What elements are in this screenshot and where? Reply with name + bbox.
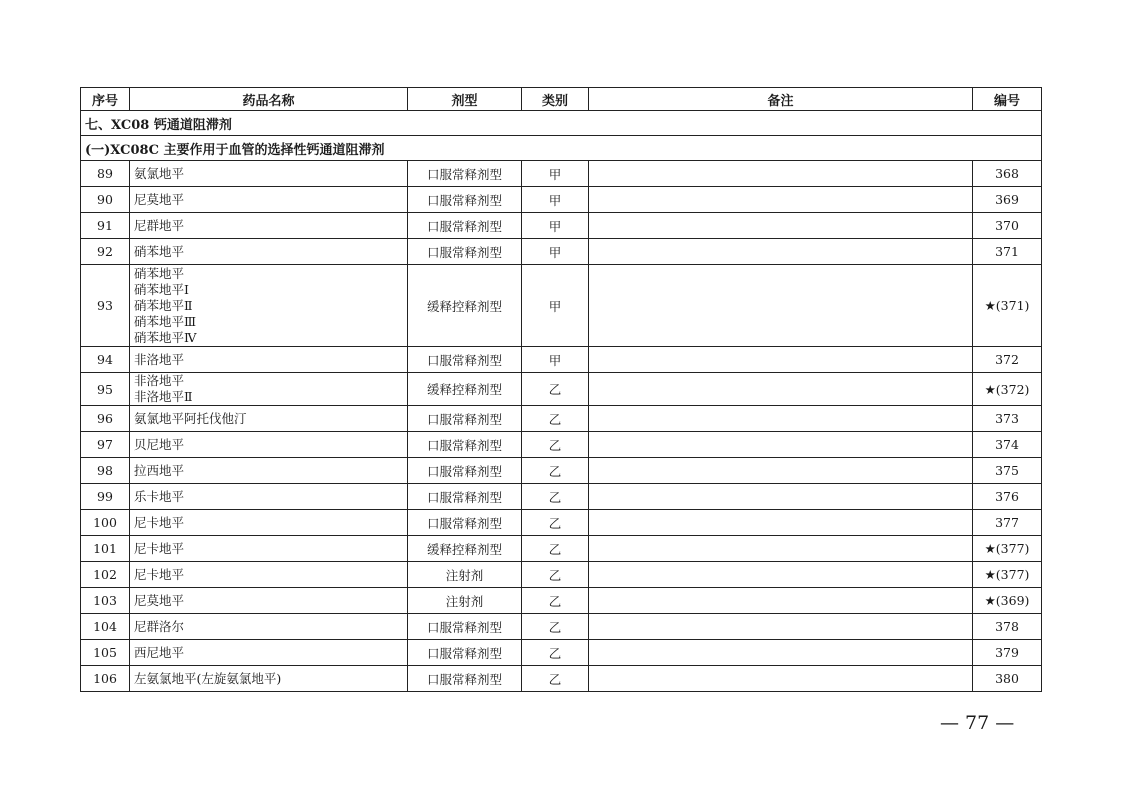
table-row bbox=[81, 562, 1042, 588]
row-number: 95 bbox=[81, 373, 130, 406]
row-code: 372 bbox=[973, 347, 1042, 373]
header-category: 类别 bbox=[522, 88, 589, 111]
row-dosage-form: 口服常释剂型 bbox=[408, 161, 522, 187]
row-code: 369 bbox=[973, 187, 1042, 213]
row-note bbox=[589, 666, 973, 692]
table-row bbox=[81, 458, 1042, 484]
drug-name-line: 硝苯地平 bbox=[134, 265, 185, 281]
row-number: 89 bbox=[81, 161, 130, 187]
row-note bbox=[589, 239, 973, 265]
table-row bbox=[81, 187, 1042, 213]
row-code: ★(377) bbox=[973, 562, 1042, 588]
row-code: 380 bbox=[973, 666, 1042, 692]
row-category: 乙 bbox=[522, 406, 589, 432]
row-code: 374 bbox=[973, 432, 1042, 458]
row-code: 377 bbox=[973, 510, 1042, 536]
drug-name-line: 拉西地平 bbox=[134, 462, 185, 478]
page-number: — 77 — bbox=[940, 712, 1015, 734]
row-note bbox=[589, 536, 973, 562]
drug-name-line: 硝苯地平Ⅳ bbox=[134, 329, 197, 345]
subsection-title: (一)XC08C 主要作用于血管的选择性钙通道阻滞剂 bbox=[81, 136, 1042, 161]
row-code: ★(377) bbox=[973, 536, 1042, 562]
drug-name-line: 西尼地平 bbox=[134, 644, 185, 660]
row-drug-name bbox=[130, 640, 408, 666]
row-dosage-form: 口服常释剂型 bbox=[408, 406, 522, 432]
row-number: 97 bbox=[81, 432, 130, 458]
row-number: 101 bbox=[81, 536, 130, 562]
row-dosage-form: 口服常释剂型 bbox=[408, 239, 522, 265]
row-note bbox=[589, 458, 973, 484]
row-category: 乙 bbox=[522, 510, 589, 536]
row-code: 376 bbox=[973, 484, 1042, 510]
row-code: 375 bbox=[973, 458, 1042, 484]
row-number: 99 bbox=[81, 484, 130, 510]
drug-name-line: 尼群洛尔 bbox=[134, 618, 185, 634]
drug-name-line: 尼莫地平 bbox=[134, 592, 185, 608]
table-row bbox=[81, 432, 1042, 458]
table-row bbox=[81, 510, 1042, 536]
table-row bbox=[81, 484, 1042, 510]
row-drug-name bbox=[130, 373, 408, 406]
table-row bbox=[81, 347, 1042, 373]
table-row bbox=[81, 536, 1042, 562]
drug-table bbox=[80, 87, 1042, 692]
drug-name-line: 硝苯地平Ⅰ bbox=[134, 281, 189, 297]
row-category: 乙 bbox=[522, 666, 589, 692]
drug-name-line: 氨氯地平阿托伐他汀 bbox=[134, 410, 247, 426]
section-row bbox=[81, 111, 1042, 136]
row-code: 373 bbox=[973, 406, 1042, 432]
row-category: 乙 bbox=[522, 373, 589, 406]
table-row bbox=[81, 614, 1042, 640]
row-number: 102 bbox=[81, 562, 130, 588]
header-drug-name: 药品名称 bbox=[130, 88, 408, 111]
drug-name-line: 硝苯地平 bbox=[134, 243, 185, 259]
row-note bbox=[589, 187, 973, 213]
row-note bbox=[589, 161, 973, 187]
row-note bbox=[589, 640, 973, 666]
row-dosage-form: 注射剂 bbox=[408, 562, 522, 588]
drug-name-line: 非洛地平Ⅱ bbox=[134, 389, 193, 404]
row-number: 105 bbox=[81, 640, 130, 666]
header-code: 编号 bbox=[973, 88, 1042, 111]
row-category: 甲 bbox=[522, 239, 589, 265]
table-row bbox=[81, 588, 1042, 614]
table-row bbox=[81, 640, 1042, 666]
drug-name-line: 尼卡地平 bbox=[134, 514, 185, 530]
row-drug-name bbox=[130, 484, 408, 510]
row-category: 乙 bbox=[522, 562, 589, 588]
row-note bbox=[589, 265, 973, 347]
row-note bbox=[589, 510, 973, 536]
row-number: 100 bbox=[81, 510, 130, 536]
row-drug-name bbox=[130, 614, 408, 640]
drug-name-line: 尼卡地平 bbox=[134, 566, 185, 582]
row-dosage-form: 口服常释剂型 bbox=[408, 347, 522, 373]
row-number: 92 bbox=[81, 239, 130, 265]
row-note bbox=[589, 213, 973, 239]
row-note bbox=[589, 406, 973, 432]
row-category: 甲 bbox=[522, 161, 589, 187]
row-category: 乙 bbox=[522, 640, 589, 666]
row-dosage-form: 口服常释剂型 bbox=[408, 432, 522, 458]
row-note bbox=[589, 588, 973, 614]
row-drug-name bbox=[130, 458, 408, 484]
row-number: 96 bbox=[81, 406, 130, 432]
row-code: ★(371) bbox=[973, 265, 1042, 347]
header-number: 序号 bbox=[81, 88, 130, 111]
row-category: 甲 bbox=[522, 213, 589, 239]
row-drug-name bbox=[130, 510, 408, 536]
row-dosage-form: 口服常释剂型 bbox=[408, 458, 522, 484]
drug-name-line: 非洛地平 bbox=[134, 351, 185, 367]
row-category: 乙 bbox=[522, 484, 589, 510]
row-category: 甲 bbox=[522, 187, 589, 213]
row-code: ★(372) bbox=[973, 373, 1042, 406]
row-drug-name bbox=[130, 562, 408, 588]
row-category: 甲 bbox=[522, 347, 589, 373]
row-drug-name bbox=[130, 666, 408, 692]
row-number: 90 bbox=[81, 187, 130, 213]
row-code: 379 bbox=[973, 640, 1042, 666]
row-drug-name bbox=[130, 536, 408, 562]
row-category: 甲 bbox=[522, 265, 589, 347]
row-dosage-form: 缓释控释剂型 bbox=[408, 373, 522, 406]
drug-name-line: 氨氯地平 bbox=[134, 165, 185, 181]
drug-name-line: 左氨氯地平(左旋氨氯地平) bbox=[134, 670, 282, 686]
table-row bbox=[81, 239, 1042, 265]
row-drug-name bbox=[130, 213, 408, 239]
row-dosage-form: 口服常释剂型 bbox=[408, 187, 522, 213]
table-row bbox=[81, 406, 1042, 432]
row-number: 104 bbox=[81, 614, 130, 640]
row-number: 103 bbox=[81, 588, 130, 614]
row-note bbox=[589, 484, 973, 510]
row-number: 98 bbox=[81, 458, 130, 484]
row-dosage-form: 缓释控释剂型 bbox=[408, 536, 522, 562]
row-category: 乙 bbox=[522, 432, 589, 458]
row-drug-name bbox=[130, 239, 408, 265]
row-dosage-form: 注射剂 bbox=[408, 588, 522, 614]
table-row bbox=[81, 666, 1042, 692]
row-note bbox=[589, 562, 973, 588]
row-code: ★(369) bbox=[973, 588, 1042, 614]
row-drug-name bbox=[130, 187, 408, 213]
row-drug-name bbox=[130, 588, 408, 614]
drug-name-line: 乐卡地平 bbox=[134, 488, 185, 504]
row-number: 94 bbox=[81, 347, 130, 373]
row-note bbox=[589, 373, 973, 406]
header-dosage-form: 剂型 bbox=[408, 88, 522, 111]
row-code: 368 bbox=[973, 161, 1042, 187]
row-drug-name bbox=[130, 406, 408, 432]
row-drug-name bbox=[130, 432, 408, 458]
row-dosage-form: 口服常释剂型 bbox=[408, 614, 522, 640]
drug-name-line: 贝尼地平 bbox=[134, 436, 185, 452]
row-category: 乙 bbox=[522, 614, 589, 640]
row-dosage-form: 口服常释剂型 bbox=[408, 640, 522, 666]
row-number: 93 bbox=[81, 265, 130, 347]
drug-name-line: 非洛地平 bbox=[134, 373, 185, 388]
row-number: 106 bbox=[81, 666, 130, 692]
row-note bbox=[589, 432, 973, 458]
row-category: 乙 bbox=[522, 536, 589, 562]
table-row bbox=[81, 265, 1042, 347]
row-dosage-form: 口服常释剂型 bbox=[408, 213, 522, 239]
drug-name-line: 尼群地平 bbox=[134, 217, 185, 233]
row-note bbox=[589, 347, 973, 373]
row-code: 378 bbox=[973, 614, 1042, 640]
drug-name-line: 硝苯地平Ⅱ bbox=[134, 297, 193, 313]
header-note: 备注 bbox=[589, 88, 973, 111]
subsection-row bbox=[81, 136, 1042, 161]
row-code: 371 bbox=[973, 239, 1042, 265]
row-drug-name bbox=[130, 265, 408, 347]
drug-name-line: 硝苯地平Ⅲ bbox=[134, 313, 197, 329]
drug-name-line: 尼卡地平 bbox=[134, 540, 185, 556]
table-row bbox=[81, 161, 1042, 187]
row-category: 乙 bbox=[522, 588, 589, 614]
row-note bbox=[589, 614, 973, 640]
row-number: 91 bbox=[81, 213, 130, 239]
row-dosage-form: 口服常释剂型 bbox=[408, 510, 522, 536]
drug-name-line: 尼莫地平 bbox=[134, 191, 185, 207]
row-category: 乙 bbox=[522, 458, 589, 484]
row-drug-name bbox=[130, 347, 408, 373]
row-dosage-form: 缓释控释剂型 bbox=[408, 265, 522, 347]
table-row bbox=[81, 373, 1042, 406]
row-dosage-form: 口服常释剂型 bbox=[408, 484, 522, 510]
header-row bbox=[81, 88, 1042, 111]
row-code: 370 bbox=[973, 213, 1042, 239]
table-row bbox=[81, 213, 1042, 239]
row-dosage-form: 口服常释剂型 bbox=[408, 666, 522, 692]
row-drug-name bbox=[130, 161, 408, 187]
section-title: 七、XC08 钙通道阻滞剂 bbox=[81, 111, 1042, 136]
